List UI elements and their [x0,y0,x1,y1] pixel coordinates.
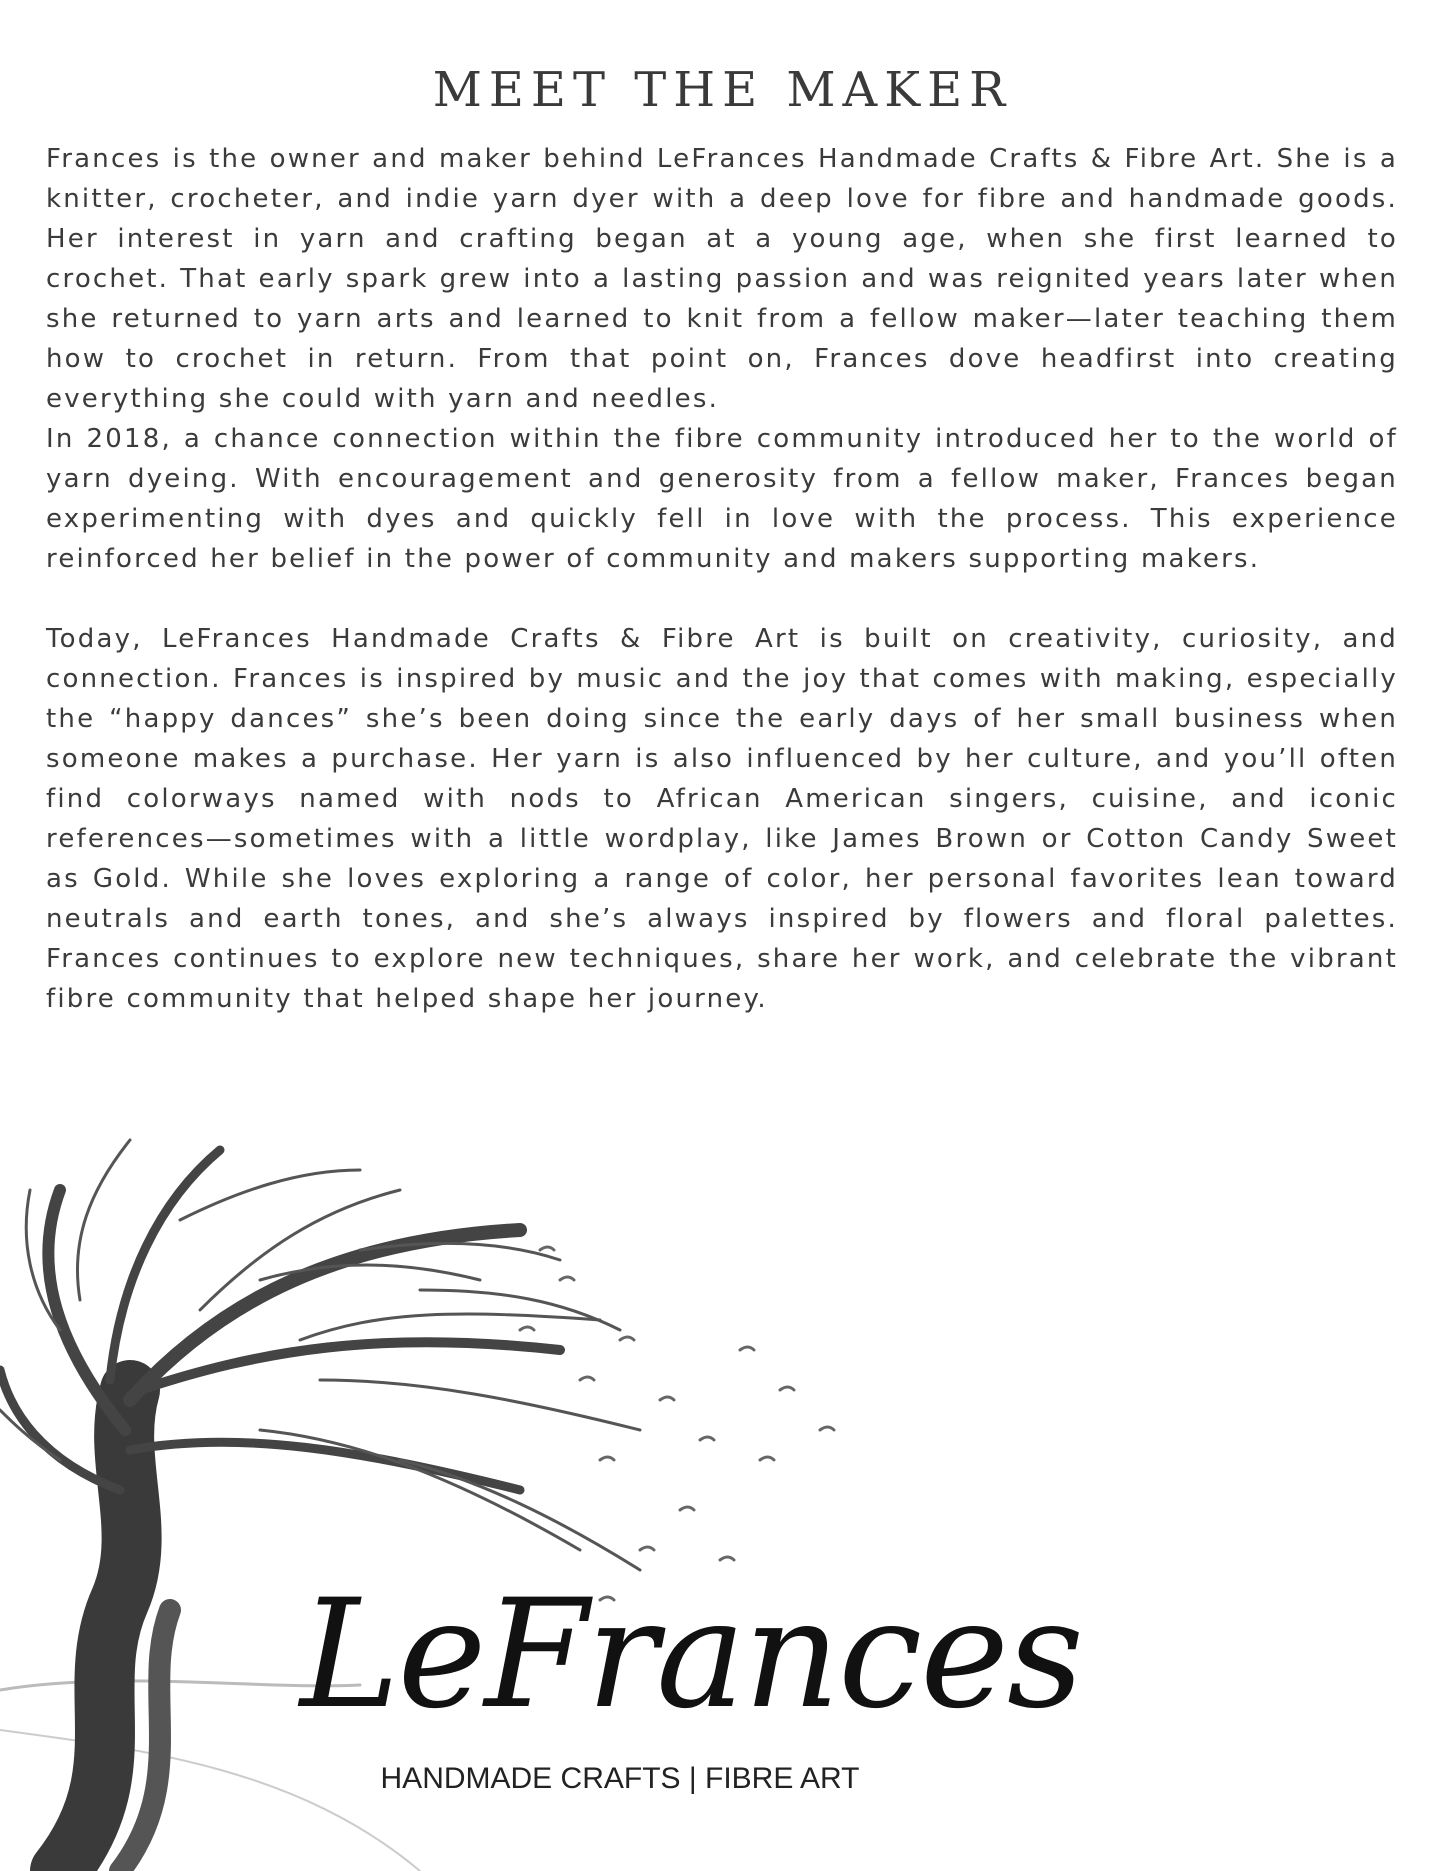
paragraph-yarn-dyeing: In 2018, a chance connection within the fibre community introduced her to the world of yarn dyeing. With encouragement and generosity from a fellow maker, Frances began experimenting with dyes and quickly fell in love with the process. This experience reinforced her belief in the power of community and makers supporting makers. [46,424,1398,574]
page-title: MEET THE MAKER [432,62,1013,118]
about-text [46,139,1398,1019]
paragraph-intro: Frances is the owner and maker behind LeFrances Handmade Crafts & Fibre Art. She is a knitter, crocheter, and indie yarn dyer with a deep love for fibre and handmade goods. Her interest in yarn and crafting began at a young age, when she first learned to crochet. That early spark grew into a lasting passion and was reignited years later when she returned to yarn arts and learned to knit from a fellow maker—later teaching them how to crochet in return. From that point on, Frances dove headfirst into creating everything she could with yarn and needles. [46,144,1398,414]
paragraph-today: Today, LeFrances Handmade Crafts & Fibre Art is built on creativity, curiosity, and connection. Frances is inspired by music and the joy that comes with making, especially the “happy dances” she’s been doing since the early days of her small business when someone makes a purchase. Her yarn is also influenced by her culture, and you’ll often find colorways named with nods to African American singers, cuisine, and iconic references—sometimes with a little wordplay, like James Brown or Cotton Candy Sweet as Gold. While she loves exploring a range of color, her personal favorites lean toward neutrals and earth tones, and she’s always inspired by flowers and floral palettes. Frances continues to explore new techniques, share her work, and celebrate the vibrant fibre community that helped shape her journey. [46,624,1398,1014]
brand-tagline: HANDMADE CRAFTS | FIBRE ART [380,1762,860,1795]
windswept-tree-icon [0,1130,900,1871]
brand-logo-wordmark: LeFrances [300,1568,1082,1742]
